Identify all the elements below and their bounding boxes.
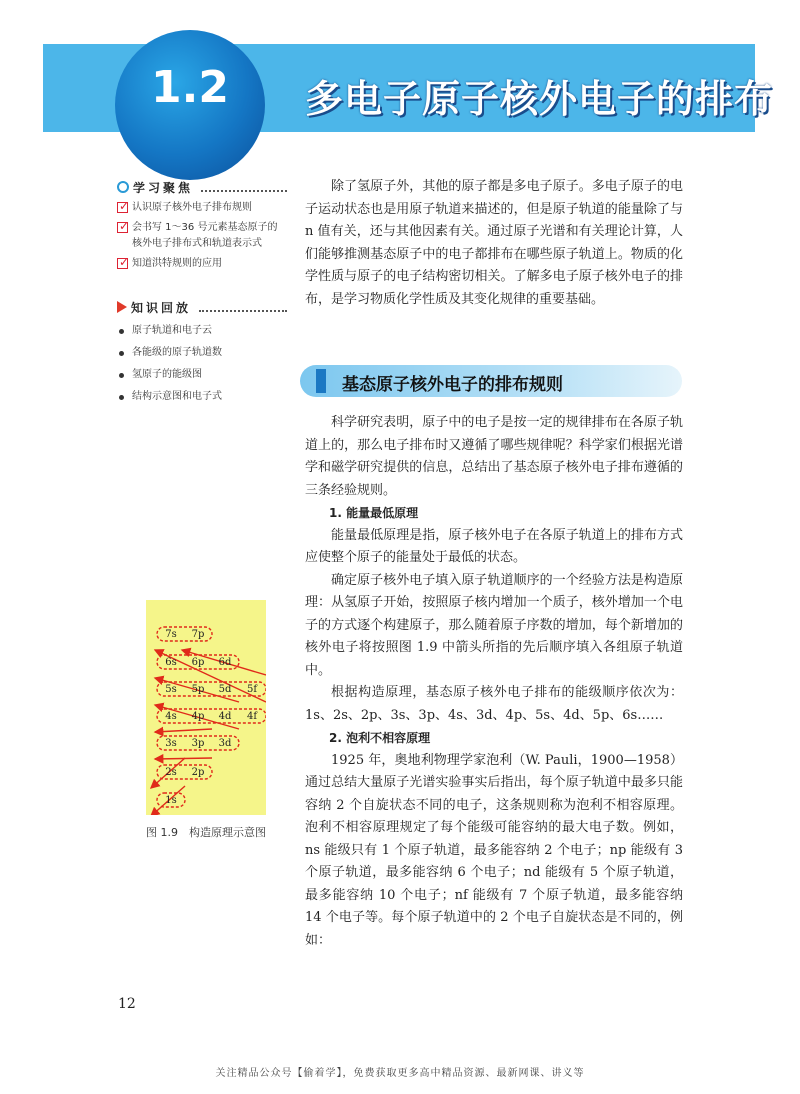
play-arrow-icon <box>117 301 127 313</box>
orbital-label-6s: 6s <box>165 657 177 668</box>
orbital-label-5f: 5f <box>246 684 258 695</box>
aufbau-diagram <box>146 600 266 815</box>
paragraph: 根据构造原理，基态原子核外电子排布的能级顺序依次为：1s、2s、2p、3s、3p、4s、3d、4p、5s、4d、5p、6s…… <box>305 685 683 723</box>
focus-icon <box>117 181 129 193</box>
orbital-label-2p: 2p <box>191 767 205 778</box>
footer-note: 关注精品公众号【偷着学】，免费获取更多高中精品资源、最新网课、讲义等 <box>215 1068 585 1079</box>
focus-item: ✓ 认识原子核外电子排布规则 <box>117 200 287 216</box>
figure-caption: 图 1.9 构造原理示意图 <box>146 826 266 839</box>
filling-arrow-4 <box>155 729 212 732</box>
checkbox-icon <box>117 202 128 213</box>
focus-item: ✓ 知道洪特规则的应用 <box>117 256 287 272</box>
orbital-label-4f: 4f <box>246 711 258 722</box>
orbital-label-4p: 4p <box>191 711 205 722</box>
bullet-icon <box>119 395 124 400</box>
bullet-icon <box>119 373 124 378</box>
bullet-icon <box>119 329 124 334</box>
orbital-label-7p: 7p <box>191 629 205 640</box>
intro-paragraph: 除了氢原子外，其他的原子都是多电子原子。多电子原子的电子运动状态也是用原子轨道来描述的，但是原子轨道的能量除了与 n 值有关，还与其他因素有关。通过原子光谱和有关理论计算，人们能够推测基态原子中的电子都排布在哪些原子轨道上。物质的化学性质与原子的电子结构密切相关。了解多电子原子核外电子的排布，是学习物质化学性质及其变化规律的重要基础。 <box>305 179 683 307</box>
review-item: 结构示意图和电子式 <box>117 390 287 404</box>
paragraph: 能量最低原理是指，原子核外电子在各原子轨道上的排布方式应使整个原子的能量处于最低的状态。 <box>305 527 683 565</box>
orbital-label-5d: 5d <box>218 684 232 695</box>
section-body <box>305 412 683 952</box>
review-heading: 知识回放 <box>117 298 287 316</box>
focus-heading: 学习聚焦 <box>117 178 287 196</box>
paragraph: 确定原子核外电子填入原子轨道顺序的一个经验方法是构造原理：从氢原子开始，按照原子核内增加一个质子，核外增加一个电子的方式逐个构建原子，那么随着原子序数的增加，每个新增加的核外电子将按照图 1.9 中箭头所指的先后顺序填入各组原子轨道中。 <box>305 572 683 678</box>
filling-arrow-3 <box>155 758 212 759</box>
orbital-label-5s: 5s <box>165 684 177 695</box>
subheading-pauli: 2. 泡利不相容原理 <box>329 731 431 745</box>
section-marker <box>316 369 326 393</box>
divider <box>201 182 287 192</box>
divider <box>199 302 287 312</box>
aufbau-diagram-svg <box>146 600 266 815</box>
orbital-label-6d: 6d <box>218 657 232 668</box>
checkbox-icon <box>117 222 128 233</box>
orbital-label-7s: 7s <box>165 629 177 640</box>
orbital-label-3p: 3p <box>191 738 205 749</box>
chapter-title: 多电子原子核外电子的排布 <box>305 77 774 121</box>
orbital-label-4d: 4d <box>218 711 232 722</box>
checkbox-icon <box>117 258 128 269</box>
orbital-label-6p: 6p <box>191 657 205 668</box>
orbital-label-5p: 5p <box>191 684 205 695</box>
bullet-icon <box>119 351 124 356</box>
review-item: 原子轨道和电子云 <box>117 324 287 338</box>
focus-item: ✓ 会书写 1～36 号元素基态原子的核外电子排布式和轨道表示式 <box>117 220 287 252</box>
review-item: 氢原子的能级图 <box>117 368 287 382</box>
orbital-label-4s: 4s <box>165 711 177 722</box>
orbital-label-1s: 1s <box>165 795 177 806</box>
sidebar <box>117 178 287 404</box>
review-item: 各能级的原子轨道数 <box>117 346 287 360</box>
subheading-aufbau: 1. 能量最低原理 <box>329 506 419 520</box>
paragraph: 1925 年，奥地利物理学家泡利（W. Pauli，1900—1958）通过总结大量原子光谱实验事实后指出，每个原子轨道中最多只能容纳 2 个自旋状态不同的电子，这条规则称为泡利不相容原理。泡利不相容原理规定了每个能级可能容纳的最大电子数。例如，ns 能级只有 1 个原子轨道，最多能容纳 2 个电子；np 能级有 3 个原子轨道，最多能容纳 6 个电子；nd 能级有 5 个原子轨道，最多能容纳 10 个电子；nf 能级有 7 个原子轨道，最多能容纳 14 个电子等。每个原子轨道中的 2 个电子自旋状态是不同的，例如： <box>305 752 683 948</box>
orbital-label-3s: 3s <box>165 738 177 749</box>
section-heading: 基态原子核外电子的排布规则 <box>300 365 682 397</box>
paragraph: 科学研究表明，原子中的电子是按一定的规律排布在各原子轨道上的，那么电子排布时又遵循了哪些规律呢？科学家们根据光谱学和磁学研究提供的信息，总结出了基态原子核外电子排布遵循的三条经验规则。 <box>305 415 683 498</box>
page-number: 12 <box>118 996 136 1012</box>
orbital-label-2s: 2s <box>165 767 177 778</box>
chapter-number: 1.2 <box>151 62 229 113</box>
orbital-label-3d: 3d <box>218 738 232 749</box>
